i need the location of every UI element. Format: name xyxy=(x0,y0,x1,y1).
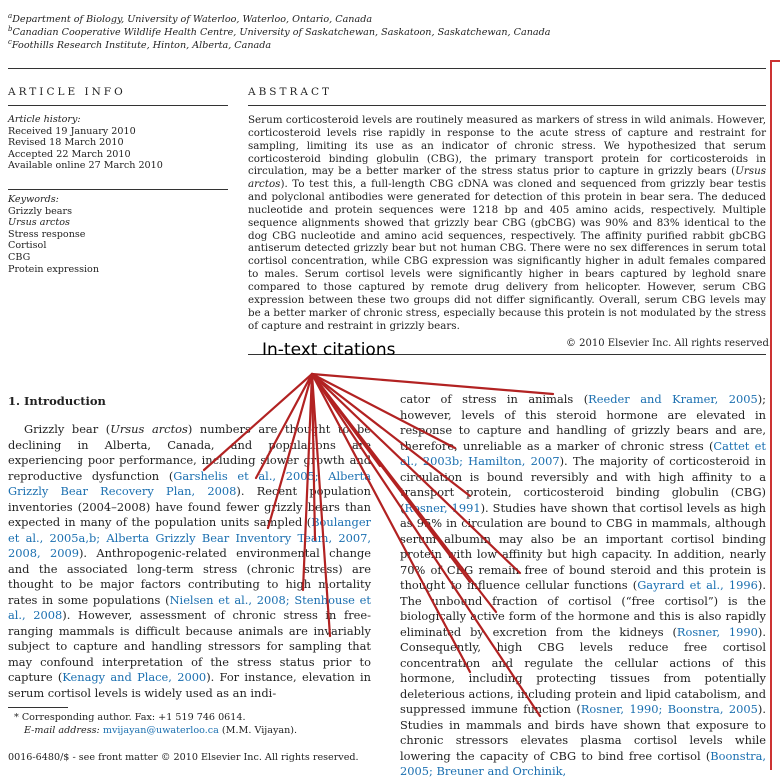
body-text: Ursus arctos xyxy=(110,422,188,436)
affiliation-c: $^c$Foothills Research Institute, Hinton, Alberta, Canada xyxy=(8,38,272,52)
citation-link[interactable]: Nielsen et al., 2008; Stenhouse et al., 2008 xyxy=(8,592,371,622)
body-text: ). For instance, elevation in serum cortisol levels is widely used as an indi- xyxy=(8,670,371,700)
body-text: ). Studies have shown that cortisol levels as high as 95% in circulation are bound to CBG in mammals, although serum albumin may also be an important cortisol binding protein with low affinity but high capacity. In addition, nearly 70% of CBG remain free of bound steroid and this protein is thought to influence cellular functions ( xyxy=(400,500,766,592)
body-text: ). Consequently, high CBG levels reduce free cortisol concentration and regulate the cellular actions of this hormone, including protecting tissues from potentially deleterious actions, including protein and lipid catabolism, and suppressed immune function ( xyxy=(400,624,766,716)
abstract-rule xyxy=(248,105,766,106)
intro-right-column xyxy=(400,392,766,780)
copyright: © 2010 Elsevier Inc. All rights reserved. xyxy=(566,338,773,349)
intro-left-column xyxy=(8,422,371,701)
email-line: E-mail address: mvijayan@uwaterloo.ca (M.M. Vijayan). xyxy=(24,725,298,736)
body-text: ). Studies in mammals and birds have shown that exposure to chronic stressors elevates plasma cortisol levels while lowering the capacity of CBG to bind free cortisol ( xyxy=(400,702,766,763)
citation-link[interactable]: Reeder and Kramer, 2005 xyxy=(588,392,758,406)
citation-link[interactable]: Cattet et al., 2003b; Hamilton, 2007 xyxy=(400,438,766,468)
body-text: ); however, levels of this steroid hormone are elevated in response to capture and handling of grizzly bears and are, therefore, unreliable as a marker of chronic stress ( xyxy=(400,392,766,453)
body-text: ). However, assessment of chronic stress in free-ranging mammals is difficult because animals are invariably subject to capture and handling stressors for sampling that may confound interpretation of the stress status prior to capture ( xyxy=(8,608,371,684)
corresponding-author: * Corresponding author. Fax: +1 519 746 0614. xyxy=(14,712,246,723)
citation-link[interactable]: Rosner, 1990; Boonstra, 2005 xyxy=(580,702,758,716)
abstract-heading: ABSTRACT xyxy=(248,86,333,98)
body-text: cator of stress in animals ( xyxy=(400,392,589,406)
body-text: ). Anthropogenic-related environmental change and the associated long-term stress (chronic stress) are thought to be major factors contributing to high mortality rates in some populations ( xyxy=(8,546,372,607)
citation-link[interactable]: Kenagy and Place, 2000 xyxy=(62,670,207,684)
body-text: ). The majority of corticosteroid in circulation is bound reversibly and with high affinity to a transport protein, corticosteroid binding globulin (CBG) ( xyxy=(400,454,766,515)
article-history: Article history: Received 19 January 2010 Revised 18 March 2010 Accepted 22 March 2010 Available online 27 March 2010 xyxy=(8,114,163,172)
citation-link[interactable]: Boulanger et al., 2005a,b; Alberta Grizzly Bear Inventory Team, 2007, 2008, 2009 xyxy=(8,515,371,560)
body-text: Grizzly bear ( xyxy=(24,422,111,436)
email-link[interactable]: mvijayan@uwaterloo.ca xyxy=(102,725,219,736)
keywords: Keywords: Grizzly bears Ursus arctos Stress response Cortisol CBG Protein expression xyxy=(8,194,100,275)
section-heading: 1. Introduction xyxy=(8,394,106,408)
annotation-frame xyxy=(770,60,780,770)
body-text: ) numbers are thought to be declining in Alberta, Canada, and populations are experiencing poor performance, including slower growth and reproductive dysfunction ( xyxy=(8,422,371,483)
footnote-rule xyxy=(8,707,68,708)
article-info-heading: ARTICLE INFO xyxy=(8,86,126,98)
keywords-rule xyxy=(8,189,228,190)
info-rule xyxy=(8,105,228,106)
citation-link[interactable]: Gayrard et al., 1996 xyxy=(637,578,758,592)
issn-line: 0016-6480/$ - see front matter © 2010 Elsevier Inc. All rights reserved. xyxy=(8,752,359,763)
abstract-body: Serum corticosteroid levels are routinely measured as markers of stress in wild animals. However, corticosteroid levels rise rapidly in response to the acute stress of capture and restraint for sampling, limiting its use as an indicator of chronic stress. We hypothesized that serum corticosteroid binding globulin (CBG), the primary transport protein for corticosteroids in circulation, may be a better marker of the stress status prior to capture in grizzly bears (Ursus arctos). To test this, a full-length CBG cDNA was cloned and sequenced from grizzly bear testis and polyclonal antibodies were generated for detection of this protein in bear sera. The deduced nucleotide and protein sequences were 1218 bp and 405 amino acids, respectively. Multiple sequence alignments showed that grizzly bear CBG (gbCBG) was 90% and 83% identical to the dog CBG nucleotide and amino acid sequences, respectively. The affinity purified rabbit gbCBG antiserum detected grizzly bear but not human CBG. There were no sex differences in serum total cortisol concentration, while CBG expression was significantly higher in adult females compared to males. Serum cortisol levels were significantly higher in bears captured by leghold snare compared to those captured by remote drug delivery from helicopter. However, serum CBG expression between these two groups did not differ significantly. Overall, serum CBG levels may be a better marker of chronic stress, especially because this protein is not modulated by the stress of capture and restraint in grizzly bears. xyxy=(248,114,766,332)
citation-link[interactable]: Rosner, 1990 xyxy=(676,624,758,639)
citation-link[interactable]: Garshelis et al., 2005; Alberta Grizzly Bear Recovery Plan, 2008 xyxy=(8,468,371,498)
arrow-reeder xyxy=(312,374,553,394)
citation-link[interactable]: Rosner, 1991 xyxy=(404,500,481,515)
affiliation-a: $^a$Department of Biology, University of Waterloo, Waterloo, Ontario, Canada xyxy=(8,12,373,26)
annotation-label: In-text citations xyxy=(262,340,396,360)
body-text: ). The unbound fraction of cortisol (“free cortisol”) is the biologically active form of the hormone and this is also rapidly eliminated by excretion from the kidneys ( xyxy=(400,578,766,639)
header-rule xyxy=(8,68,766,69)
body-text: ). Recent population inventories (2004–2008) have found fewer grizzly bears than expected in many of the population units sampled ( xyxy=(8,484,371,529)
citation-link[interactable]: Boonstra, 2005; Breuner and Orchinik, xyxy=(400,748,766,778)
affiliation-b: $^b$Canadian Cooperative Wildlife Health Centre, University of Saskatchewan, Saskatoon, Saskatchewan, Canada xyxy=(8,25,551,39)
